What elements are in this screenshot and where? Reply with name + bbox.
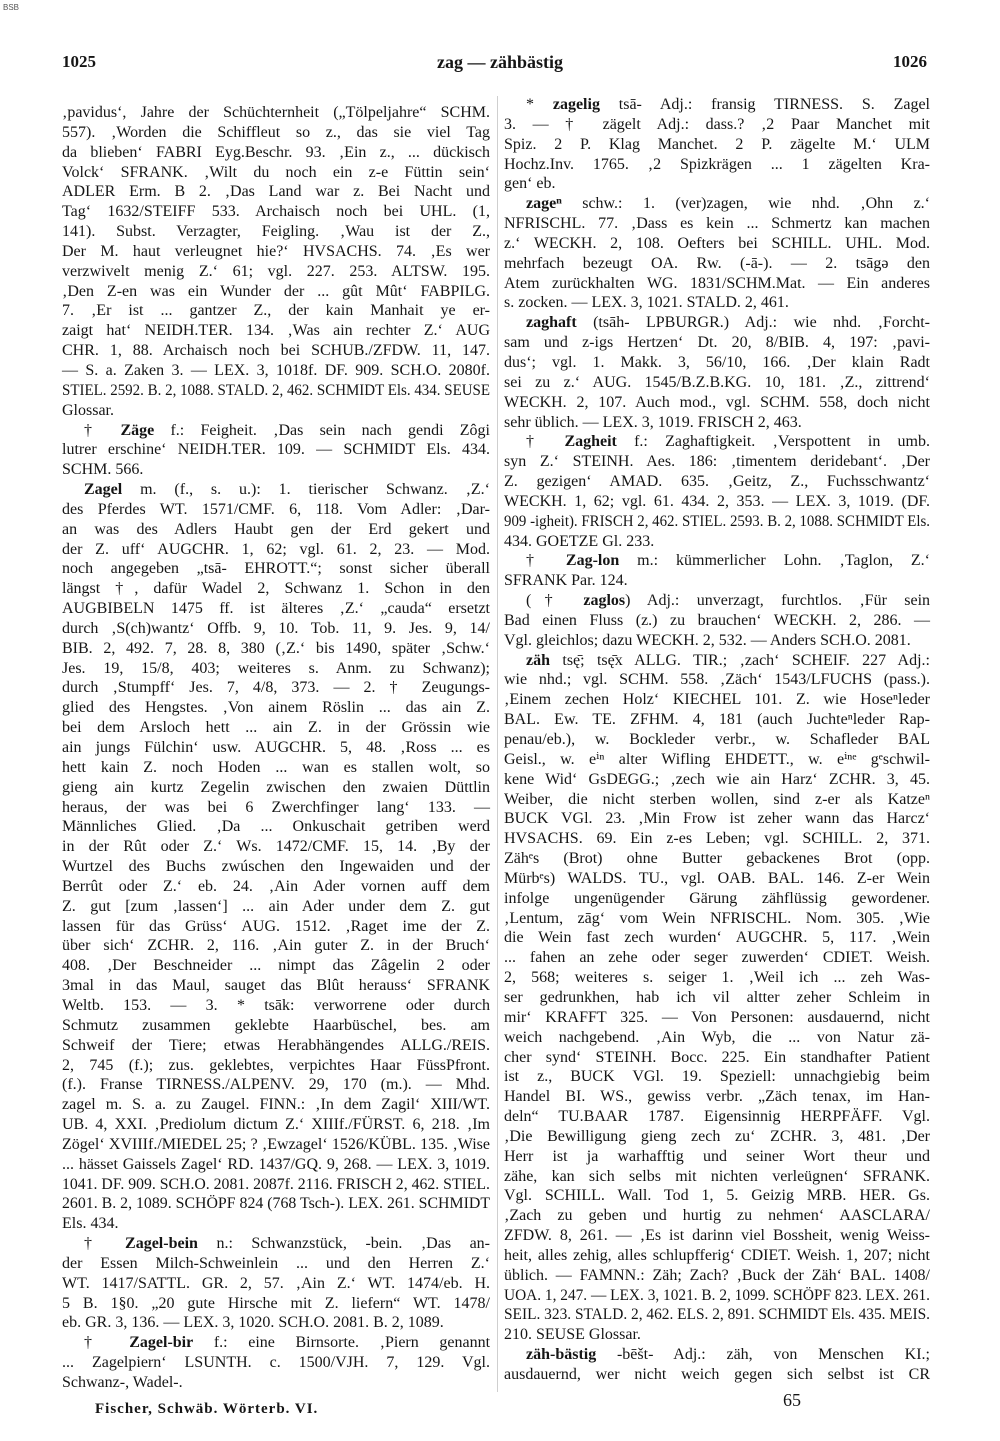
text-line: verzwivelt menig Z.‘ 61; vgl. 227. 253. ALTSW. 195.	[62, 262, 490, 280]
text-line: durch ‚Stumpff‘ Jes. 7, 4/8, 373. — 2. † Zeugungs-	[62, 679, 490, 697]
text-line: ... hässet Gaissels Zagel‘ RD. 1437/GQ. 9, 268. — LEX. 3, 1019.	[62, 1155, 490, 1173]
text-line: Tag‘ 1632/STEIFF 533. Archaisch noch bei UHL. (1,	[62, 203, 490, 221]
text-line: Herr ist ja warhafftig und seiner Wort theur und	[504, 1147, 930, 1165]
headword: zäh-bästig	[526, 1346, 597, 1364]
page-number-left: 1025	[62, 52, 96, 71]
text-line: weich nachgebend. ‚Ain Wyb, die ... von Natur zä-	[504, 1028, 930, 1046]
text-segment: *	[526, 96, 553, 113]
text-line: Bad einen Fluss (z.) zu brauchen‘ WECKH. 2, 286. —	[504, 611, 930, 629]
text-line: Volck‘ SFRANK. ‚Wilt du noch ein z-e Füttin sein‘	[62, 163, 490, 181]
headword: zagelig	[552, 96, 600, 113]
text-line: ‚Einem zechen Holz‘ KIECHEL 101. Z. wie Hoseⁿleder	[504, 691, 930, 709]
text-line	[62, 421, 490, 441]
text-line	[504, 551, 930, 571]
text-line: Glossar.	[62, 401, 114, 419]
text-line: heit, alles zehig, alles schlupfferig‘ CDIET. Weish. 1, 207; nicht	[504, 1246, 930, 1264]
text-line: hett kain Z. noch Hoden ... wan es stallen wolt, so	[62, 758, 490, 776]
text-line: Zähᵉs (Brot) ohne Butter gebackenes Brot (opp.	[504, 850, 930, 868]
text-segment: schw.: 1. (ver)zagen, wie nhd. ‚Ohn z.‘	[561, 195, 930, 213]
text-line	[62, 1333, 490, 1353]
text-line: glied des Hengstes. ‚Von ainem Röslin ... das ain Z.	[62, 699, 490, 717]
text-segment: tsę̄; tsę̄x ALLG. TIR.; ‚zach‘ SCHEIF. 227 Adj.:	[550, 651, 930, 669]
text-line: Vgl. gleichlos; dazu WECKH. 2, 532. — Anders SCH.O. 2081.	[504, 631, 911, 649]
text-line	[504, 313, 930, 333]
text-segment: m. (f., s. u.): 1. tierischer Schwanz. ‚Z.‘	[122, 481, 490, 499]
text-line: 210. SEUSE Glossar.	[504, 1326, 641, 1344]
left-column	[62, 103, 490, 1393]
text-line: zähe, kan sich selbs mit nichten verleügnen‘ SFRANK.	[504, 1167, 930, 1185]
text-line: cher synd‘ STEINH. Bocc. 225. Ein standhafter Patient	[504, 1048, 930, 1066]
text-line	[504, 95, 930, 115]
text-line: CHR. 1, 88. Archaisch noch bei SCHUB./ZFDW. 11, 147.	[62, 342, 490, 360]
text-line: ‚pavidus‘, Jahre der Schüchternheit („Tölpeljahre“ SCHM.	[62, 104, 490, 121]
text-line: die Wein fast zech wurden‘ AUGCHR. 5, 117. ‚Wein	[504, 929, 930, 947]
text-line: mir‘ KRAFFT 325. — Von Personen: ausdauernd, nicht	[504, 1008, 930, 1026]
text-line: Spiz. 2 P. Klag Manchet. 2 P. zägelte M.‘ ULM	[504, 135, 930, 153]
text-line: ‚Zach zu geben und hurtig zu nehmen‘ AASCLARA/	[504, 1207, 930, 1225]
text-segment: m.: kümmerlicher Lohn. ‚Taglon, Z.‘	[619, 552, 930, 570]
text-segment: ) Adj.: unverzagt, furchtlos. ‚Für sein	[625, 592, 931, 610]
text-segment: (tsāh- LPBURGR.) Adj.: wie nhd. ‚Forcht-	[576, 314, 930, 332]
text-line: Els. 434.	[62, 1215, 119, 1233]
text-line: z.‘ WECKH. 2, 108. Oefters bei SCHILL. UHL. Mod.	[504, 234, 930, 252]
text-line: ... Zagelpiern‘ LSUNTH. c. 1500/VJH. 7, 129. Vgl.	[62, 1354, 490, 1372]
text-line: lassen für das Grüss‘ AUG. 1512. ‚Raget ime der Z.	[62, 917, 490, 935]
text-line: BUCK VGl. 23. ‚Min Frow ist zeher wann das Harcz‘	[504, 810, 930, 828]
headword: Zagheit	[564, 433, 617, 451]
text-line: Z. gut [zum ‚lassen‘] ... ain Ader under dem Z. gut	[62, 897, 490, 915]
text-line: SCHM. 566.	[62, 461, 144, 479]
text-segment: n.: Schwanzstück, -bein. ‚Das an-	[197, 1235, 490, 1253]
text-line: syn Z.‘ STEINH. Aes. 186: ‚timentem deridebant‘. ‚Der	[504, 453, 930, 471]
text-line: noch angegeben „tsā- EHROTT.“; sonst sicher überall	[62, 560, 490, 578]
text-line: gen‘ eb.	[504, 175, 556, 193]
text-segment: †	[526, 552, 566, 570]
dictionary-entry	[504, 1345, 930, 1385]
text-line: Handel BI. WS., gewiss verbr. „Zäch tenax, im Han-	[504, 1088, 930, 1106]
text-line	[504, 432, 930, 452]
text-line: Atem zurückhalten WG. 1831/SCHM.Mat. — Ein anderes	[504, 274, 930, 292]
text-line: WECKH. 2, 107. Auch mod., vgl. SCHM. 558, doch nicht	[504, 393, 930, 411]
sheet-number: 65	[783, 1390, 801, 1410]
text-line: Weltb. 153. — 3. * tsāk: verworrene oder durch	[62, 996, 490, 1014]
text-line: deln“ TU.BAAR 1787. Eigensinnig HERPFÄFF. Vgl.	[504, 1108, 930, 1126]
text-line: ist z., BUCK VGl. 19. Speziell: unnachgiebig beim	[504, 1068, 930, 1086]
column-divider	[497, 96, 498, 1392]
headword: Zagel-bir	[129, 1334, 194, 1352]
dictionary-entry	[504, 591, 930, 651]
text-line: 2, 745 (f.); zus. geklebtes, verpichtes Haar FüssPfront.	[62, 1056, 490, 1074]
text-line: Berrût oder Z.‘ eb. 24. ‚Ain Ader vornen auff dem	[62, 877, 490, 895]
text-line: Mürbᵉs) WALDS. TU., vgl. OAB. BAL. 146. Z-er Wein	[504, 869, 930, 887]
text-line: Wurtzel des Buchs zwúschen den Ingewaiden und der	[62, 858, 490, 876]
text-line: ain jungs Fülchin‘ usw. AUGCHR. 5, 48. ‚Ross ... es	[62, 739, 490, 756]
text-line: ‚Lentum, zāg‘ vom Wein NFRISCHL. Nom. 305. ‚Wie	[504, 909, 930, 927]
right-column	[504, 95, 930, 1385]
text-line: 909 -igheit). FRISCH 2, 462. STIEL. 2593. B. 2, 1088. SCHMIDT Els.	[504, 512, 930, 530]
text-line: 557). ‚Worden die Schiffleut so z., das sie viel Tag	[62, 123, 490, 141]
text-line	[504, 591, 930, 611]
text-line: Der M. haut verleugnet hie?‘ HVSACHS. 74. ‚Es wer	[62, 242, 490, 260]
text-line: bei dem Arsloch hett ... ain Z. in der Grössin wie	[62, 719, 490, 737]
headword: Zagel	[84, 481, 123, 499]
running-head: zag — zähbästig	[437, 52, 563, 72]
text-line: SEIL. 323. STALD. 2, 462. ELS. 2, 891. SCHMIDT Els. 435. MEIS.	[504, 1306, 930, 1324]
text-segment: †	[84, 421, 121, 439]
text-line: wie nhd.; vgl. SCHM. 558. ‚Zäch‘ 1543/LFUCHS (pass.).	[504, 671, 930, 689]
printer-signature: Fischer, Schwäb. Wörterb. VI.	[95, 1401, 319, 1417]
text-segment: f.: Feigheit. ‚Das sein nach gendi Zôgi	[154, 421, 491, 439]
dictionary-entry	[504, 551, 930, 591]
text-segment: tsā- Adj.: fransig TIRNESS. S. Zagel	[599, 96, 930, 113]
headword: Zag-lon	[565, 552, 620, 570]
text-segment: -bēšt- Adj.: zäh, von Menschen KI.;	[596, 1346, 930, 1364]
dictionary-entry	[62, 1333, 490, 1393]
text-line: 408. ‚Der Beschneider ... nimpt das Zâgelin 2 oder	[62, 957, 490, 975]
dictionary-entry	[504, 194, 930, 313]
text-line: infolge ungenügender Gärung zähflüssig gewordener.	[504, 889, 930, 907]
text-line: da blieben‘ FABRI Eyg.Beschr. 93. ‚Ein z., ... dückisch	[62, 143, 490, 161]
text-line: Weiber, die nicht sterben wollen, sind z-er als Katzeⁿ	[504, 790, 930, 808]
text-line: Schwanz-, Wadel-.	[62, 1374, 183, 1391]
text-line: penau/eb.), w. Bockleder verbr., w. Schafleder BAL	[504, 731, 930, 748]
text-line: 5 B. 1§0. „20 gute Hirsche mit Z. liefern“ WT. 1478/	[62, 1294, 490, 1312]
text-line: ADLER Erm. B 2. ‚Das Land war z. Bei Nacht und	[62, 183, 490, 201]
dictionary-entry	[62, 1234, 490, 1333]
text-line: an was des Adlers Haubt gen der Erd gekert und	[62, 520, 490, 538]
text-line: ... fahen an zehe oder seger zuwerden‘ CDIET. Weish.	[504, 949, 930, 967]
headword: Zagel-bein	[125, 1235, 198, 1253]
text-line: s. zocken. — LEX. 3, 1021. STALD. 2, 461.	[504, 294, 789, 312]
text-line: WT. 1417/SATTL. GR. 2, 57. ‚Ain Z.‘ WT. 1474/eb. H.	[62, 1274, 490, 1292]
text-segment: (†	[526, 592, 584, 610]
text-line: längst †, dafür Wadel 2, Schwanz 1. Schon in den	[62, 580, 490, 598]
text-line: ‚Die Bewilligung gieng zech zu‘ ZCHR. 3, 481. ‚Der	[504, 1127, 930, 1145]
text-line: 434. GOETZE Gl. 233.	[504, 532, 655, 550]
text-line: BIB. 2, 492. 7, 28. 8, 380 (‚Z.‘ bis 1490, später ‚Schw.‘	[62, 639, 490, 657]
text-line: Hochz.Inv. 1765. ‚2 Spizkrägen ... 1 zägelten Kra-	[504, 155, 930, 173]
text-line: in der Rût oder Z.‘ Ws. 1472/CMF. 15, 14. ‚By der	[62, 838, 490, 856]
page-number-right: 1026	[893, 52, 927, 71]
dictionary-entry	[504, 432, 930, 551]
text-line: ‚Den Z-en was ein Wunder der ... gût Mût‘ FABPILG.	[62, 282, 490, 300]
library-watermark-label: BSB	[3, 3, 20, 12]
text-line: (f.). Franse TIRNESS./ALPENV. 29, 170 (m.). — Mhd.	[62, 1076, 490, 1094]
text-line: ZFDW. 8, 261. — ‚Es ist darinn viel Bossheit, wenig Weiss-	[504, 1227, 930, 1245]
text-line: Schmutz zusammen geklebte Haarbüschel, bes. am	[62, 1016, 490, 1034]
text-line: 2601. B. 2, 1089. SCHÖPF 824 (768 Tsch-). LEX. 261. SCHMIDT	[62, 1195, 490, 1213]
text-line: Vgl. SCHILL. Wall. Tod 1, 5. Geizig MRB. HER. Gs.	[504, 1187, 930, 1205]
text-segment: f.: eine Birnsorte. ‚Piern genannt	[193, 1334, 491, 1352]
text-line	[62, 1234, 490, 1254]
text-line: kene Wid‘ GsDEGG.; ‚zech wie ain Harz‘ ZCHR. 3, 45.	[504, 770, 930, 788]
text-line: sam und z-igs Hertzen‘ Dt. 20, 8/BIB. 4, 197: ‚pavi-	[504, 334, 930, 352]
headword: zaglos	[583, 592, 626, 610]
text-line: der Essen Milch-Schweinlein ... und den Herren Z.‘	[62, 1254, 490, 1272]
text-line	[504, 194, 930, 214]
text-line: 2, 568; weiteres s. seiger 1. ‚Weil ich ... zeh Was-	[504, 969, 930, 987]
text-segment: †	[84, 1334, 130, 1352]
text-line: NFRISCHL. 77. ‚Dass es kein ... Schmertz kan machen	[504, 215, 930, 233]
headword: zäh	[526, 651, 550, 669]
text-line: UOA. 1, 247. — LEX. 3, 1021. B. 2, 1099. SCHÖPF 823. LEX. 261.	[504, 1286, 930, 1304]
text-line: lutrer erschine‘ NEIDH.TER. 109. — SCHMIDT Els. 434.	[62, 441, 490, 459]
text-line: BAL. Ew. TE. ZFHM. 4, 181 (auch Juchteⁿleder Rap-	[504, 711, 930, 729]
text-line: 3. — † zägelt Adj.: dass.? ‚2 Paar Manchet mit	[504, 115, 930, 133]
text-line: heraus, der was bei 6 Zwerchfinger lang‘ 133. —	[62, 798, 490, 816]
text-line: WECKH. 1, 62; vgl. 61. 434. 2, 353. — LEX. 3, 1019. (DF.	[504, 492, 930, 510]
text-line: der Z. uff‘ AUGCHR. 1, 62; vgl. 61. 2, 23. — Mod.	[62, 540, 490, 558]
dictionary-entry	[62, 421, 490, 481]
text-segment: †	[84, 1235, 126, 1253]
dictionary-entry	[504, 651, 930, 1346]
text-line: 7. ‚Er ist ... gantzer Z., der kain Manhait ye er-	[62, 302, 490, 320]
text-line: eb. GR. 3, 136. — LEX. 3, 1020. SCH.O. 2081. B. 2, 1089.	[62, 1314, 444, 1332]
text-line: HVSACHS. 69. Ein z-es Leben; vgl. SCHILL. 2, 371.	[504, 830, 930, 848]
text-line: durch ‚S(ch)wantz‘ Offb. 9, 10. Tob. 11, 9. Jes. 9, 14/	[62, 619, 490, 637]
text-line: STIEL. 2592. B. 2, 1088. STALD. 2, 462. SCHMIDT Els. 434. SEUSE	[62, 381, 490, 399]
text-line: Jes. 19, 15/8, 403; weiteres s. Anm. zu Schwanz);	[62, 659, 490, 677]
text-line: üblich. — FAMNN.: Zäh; Zach? ‚Buck der Zäh‘ BAL. 1408/	[504, 1266, 930, 1284]
text-line: Geisl., w. eⁱⁿ alter Wifling EHDETT., w. eⁱⁿᵉ gᵉschwil-	[504, 750, 930, 768]
dictionary-entry	[504, 313, 930, 432]
text-line: UB. 4, XXI. ‚Prediolum dictum Z.‘ XIIIf./FÜRST. 6, 218. ‚Im	[62, 1116, 490, 1134]
text-line: dus‘; vgl. 1. Makk. 3, 56/10, 166. ‚Der klain Radt	[504, 353, 930, 371]
text-line: zaigt hat‘ NEIDH.TER. 134. ‚Was ain rechter Z.‘ AUG	[62, 322, 490, 340]
text-line: ausdauernd, wer nicht weich gegen sich selbst ist CR	[504, 1366, 930, 1383]
text-line: des Pferdes WT. 1571/CMF. 6, 118. Vom Adler: ‚Dar-	[62, 500, 490, 518]
text-line: 141). Subst. Verzagter, Feigling. ‚Wau ist der Z.,	[62, 223, 490, 241]
text-line: sei zu z.‘ AUG. 1545/B.Z.B.KG. 10, 181. ‚Z., zittrend‘	[504, 373, 930, 391]
text-line: Z. gezigen‘ AMAD. 635. ‚Geitz, Z., Fuchsschwantz‘	[504, 473, 930, 491]
dictionary-entry	[504, 95, 930, 194]
text-line: ser gedrunkhen, hab ich vil altter zeher Schleim in	[504, 988, 930, 1006]
text-line	[62, 480, 490, 500]
text-line: sehr üblich. — LEX. 3, 1019. FRISCH 2, 463.	[504, 413, 802, 431]
text-line: — S. a. Zaken 3. — LEX. 3, 1018f. DF. 909. SCH.O. 2080f.	[62, 361, 490, 379]
text-line	[504, 1345, 930, 1365]
headword: zageⁿ	[526, 195, 562, 213]
text-line: AUGBIBELN 1475 ff. ist älteres ‚Z.‘ „cauda“ ersetzt	[62, 600, 490, 618]
text-line: Zögel‘ XVIIIf./MIEDEL 25; ? ‚Ewzagel‘ 1526/KÜBL. 135. ‚Wise	[62, 1135, 490, 1153]
text-line: Schweif der Tiere; etwas Herabhängendes ALLG./REIS.	[62, 1036, 490, 1054]
entry-continuation	[62, 103, 490, 421]
text-line: zagel m. S. a. zu Zaugel. FINN.: ‚In dem Zagil‘ XIII/WT.	[62, 1096, 490, 1114]
text-segment: †	[526, 433, 565, 451]
text-segment: f.: Zaghaftigkeit. ‚Verspottent in umb.	[616, 433, 931, 451]
text-line: über sich‘ ZCHR. 2, 116. ‚Ain guter Z. in der Bruch‘	[62, 937, 490, 955]
text-line: gieng ain kurtz Zegelin zwischen den zwaien Düttlin	[62, 778, 490, 796]
headword: zaghaft	[526, 314, 577, 332]
text-line: 1041. DF. 909. SCH.O. 2081. 2087f. 2116. FRISCH 2, 462. STIEL.	[62, 1175, 490, 1193]
text-line: SFRANK Par. 124.	[504, 572, 628, 590]
headword: Zäge	[120, 421, 155, 439]
text-line	[504, 651, 930, 671]
dictionary-entry	[62, 480, 490, 1234]
text-line: Männliches Glied. ‚Da ... Onkuschait getriben werd	[62, 818, 490, 836]
text-line: mehrfach bezeugt OA. Rw. (-ā-). — 2. tsāgə den	[504, 254, 930, 272]
text-line: 3mal in das Maul, sauget das Blût herauss‘ SFRANK	[62, 977, 490, 995]
